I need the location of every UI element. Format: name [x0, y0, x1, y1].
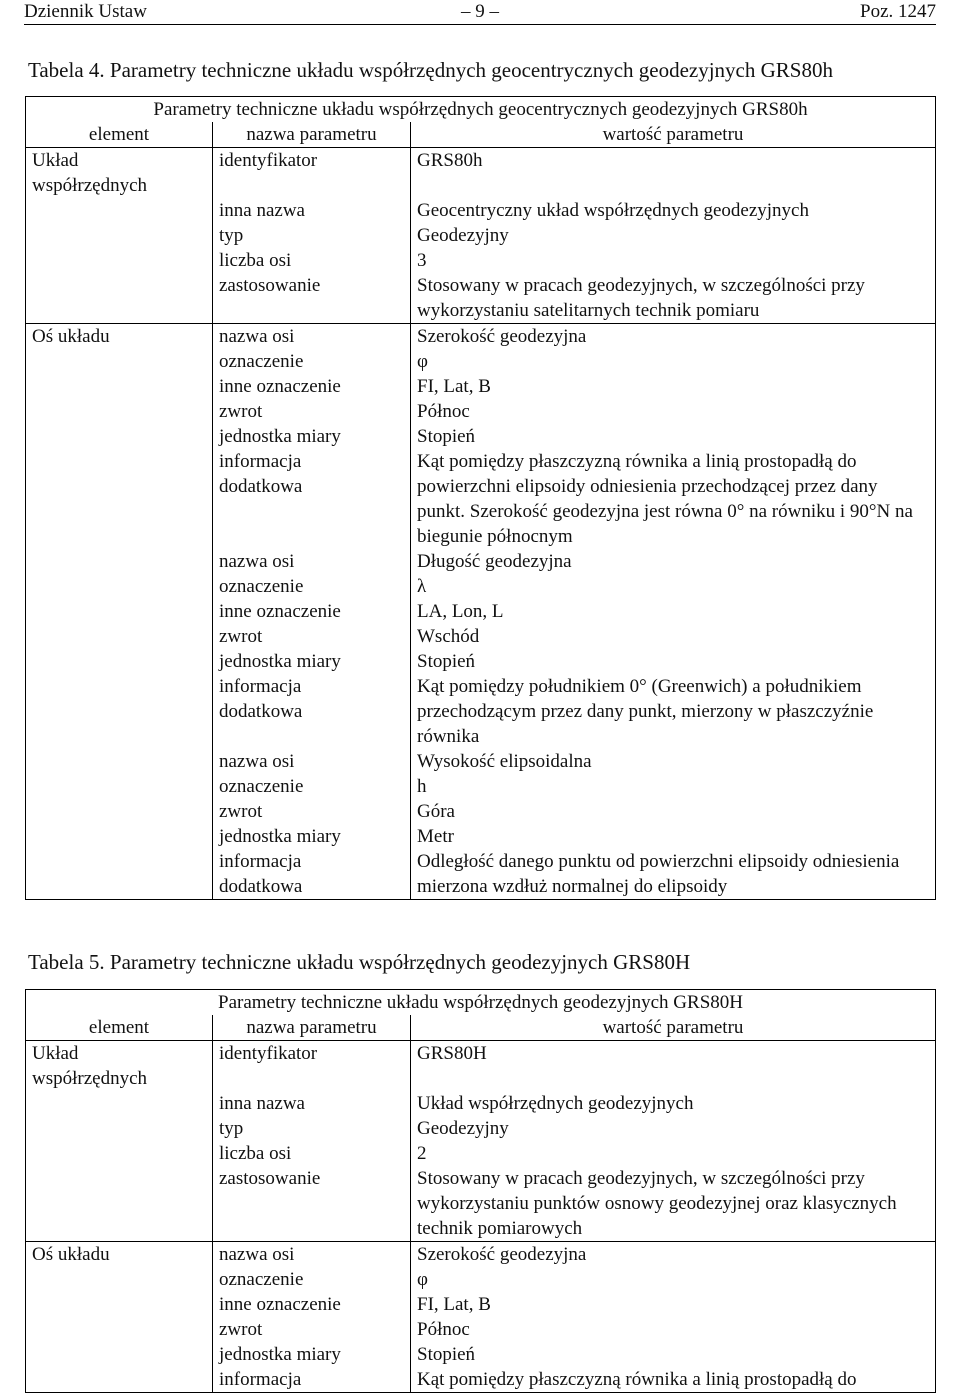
table-title: Parametry techniczne układu współrzędnych geocentrycznych geodezyjnych GRS80h: [26, 97, 936, 123]
journal-name: Dziennik Ustaw: [24, 1, 147, 22]
page-header: [24, 0, 936, 25]
value-cell: Szerokość geodezyjna: [411, 1242, 936, 1268]
param-cell: zwrot: [213, 624, 411, 649]
param-cell: oznaczenie: [213, 1267, 411, 1292]
value-cell: φ: [411, 1267, 936, 1292]
value-cell: φ: [411, 349, 936, 374]
param-cell: nazwa osi: [213, 324, 411, 350]
value-cell: Długość geodezyjna: [411, 549, 936, 574]
param-cell: zastosowanie: [213, 273, 411, 324]
value-cell: Stosowany w pracach geodezyjnych, w szczególności przy wykorzystaniu punktów osnowy geodezyjnej oraz klasycznych technik pomiarowych: [411, 1166, 936, 1242]
value-cell: Układ współrzędnych geodezyjnych: [411, 1091, 936, 1116]
page-number: – 9 –: [461, 1, 499, 22]
column-header-row: [26, 1015, 936, 1041]
param-cell: inne oznaczenie: [213, 599, 411, 624]
element-cell: Oś układu: [26, 1242, 213, 1393]
value-cell: h: [411, 774, 936, 799]
value-cell: Geodezyjny: [411, 1116, 936, 1141]
value-cell: FI, Lat, B: [411, 1292, 936, 1317]
column-header-param: nazwa parametru: [213, 1015, 411, 1041]
table-row: [26, 148, 936, 199]
value-cell: Kąt pomiędzy płaszczyzną równika a linią prostopadłą do powierzchni elipsoidy odniesienia przechodzącej przez dany punkt. Szerokość geodezyjna jest równa 0° na równiku i 90°N na biegunie północnym: [411, 449, 936, 549]
param-cell: identyfikator: [213, 1041, 411, 1092]
table5-caption: Tabela 5. Parametry techniczne układu współrzędnych geodezyjnych GRS80H: [28, 950, 691, 974]
param-cell: zastosowanie: [213, 1166, 411, 1242]
value-cell: Szerokość geodezyjna: [411, 324, 936, 350]
value-cell: GRS80H: [411, 1041, 936, 1092]
param-cell: zwrot: [213, 1317, 411, 1342]
table-row: [26, 1242, 936, 1268]
table4: [25, 96, 936, 900]
element-cell: Układ współrzędnych: [26, 1041, 213, 1242]
value-cell: Geodezyjny: [411, 223, 936, 248]
param-text: informacja dodatkowa: [219, 676, 303, 722]
param-cell: inna nazwa: [213, 198, 411, 223]
param-cell: [213, 449, 411, 549]
column-header-row: [26, 122, 936, 148]
param-cell: jednostka miary: [213, 424, 411, 449]
param-cell: oznaczenie: [213, 574, 411, 599]
value-cell: Północ: [411, 399, 936, 424]
table-title: Parametry techniczne układu współrzędnych geodezyjnych GRS80H: [26, 990, 936, 1016]
value-cell: Geocentryczny układ współrzędnych geodezyjnych: [411, 198, 936, 223]
value-cell: 3: [411, 248, 936, 273]
column-header-value: wartość parametru: [411, 1015, 936, 1041]
param-text: informacja dodatkowa: [219, 451, 303, 497]
param-cell: [213, 674, 411, 749]
param-cell: jednostka miary: [213, 649, 411, 674]
value-cell: Stopień: [411, 1342, 936, 1367]
param-cell: nazwa osi: [213, 1242, 411, 1268]
param-cell: zwrot: [213, 399, 411, 424]
value-cell: Kąt pomiędzy południkiem 0° (Greenwich) a południkiem przechodzącym przez dany punkt, mierzony w płaszczyźnie równika: [411, 674, 936, 749]
column-header-element: element: [26, 1015, 213, 1041]
param-text: informacja dodatkowa: [219, 851, 303, 897]
column-header-element: element: [26, 122, 213, 148]
column-header-param: nazwa parametru: [213, 122, 411, 148]
table-row: [26, 1041, 936, 1092]
table4-caption: Tabela 4. Parametry techniczne układu współrzędnych geocentrycznych geodezyjnych GRS80h: [28, 58, 833, 82]
column-header-value: wartość parametru: [411, 122, 936, 148]
value-cell: Stopień: [411, 424, 936, 449]
param-cell: zwrot: [213, 799, 411, 824]
value-cell: Północ: [411, 1317, 936, 1342]
param-cell: [213, 849, 411, 900]
table-title-row: [26, 97, 936, 123]
param-cell: liczba osi: [213, 1141, 411, 1166]
value-cell: Metr: [411, 824, 936, 849]
table-title-row: [26, 990, 936, 1016]
position-number: Poz. 1247: [860, 1, 936, 22]
param-cell: jednostka miary: [213, 1342, 411, 1367]
element-cell: Układ współrzędnych: [26, 148, 213, 324]
value-cell: Wysokość elipsoidalna: [411, 749, 936, 774]
param-cell: identyfikator: [213, 148, 411, 199]
value-cell: Stopień: [411, 649, 936, 674]
param-cell: liczba osi: [213, 248, 411, 273]
value-cell: Kąt pomiędzy płaszczyzną równika a linią prostopadłą do: [411, 1367, 936, 1393]
value-cell: Stosowany w pracach geodezyjnych, w szczególności przy wykorzystaniu satelitarnych technik pomiaru: [411, 273, 936, 324]
value-cell: GRS80h: [411, 148, 936, 199]
param-cell: oznaczenie: [213, 774, 411, 799]
value-cell: LA, Lon, L: [411, 599, 936, 624]
param-cell: nazwa osi: [213, 549, 411, 574]
value-cell: Odległość danego punktu od powierzchni elipsoidy odniesienia mierzona wzdłuż normalnej do elipsoidy: [411, 849, 936, 900]
param-cell: typ: [213, 1116, 411, 1141]
value-cell: Wschód: [411, 624, 936, 649]
value-cell: Góra: [411, 799, 936, 824]
param-cell: inne oznaczenie: [213, 1292, 411, 1317]
param-cell: typ: [213, 223, 411, 248]
value-cell: λ: [411, 574, 936, 599]
value-cell: 2: [411, 1141, 936, 1166]
param-cell: inne oznaczenie: [213, 374, 411, 399]
element-cell: Oś układu: [26, 324, 213, 900]
param-cell: nazwa osi: [213, 749, 411, 774]
table-row: [26, 324, 936, 350]
param-cell: inna nazwa: [213, 1091, 411, 1116]
table5: [25, 989, 936, 1393]
value-cell: FI, Lat, B: [411, 374, 936, 399]
param-cell: jednostka miary: [213, 824, 411, 849]
param-cell: informacja: [213, 1367, 411, 1393]
param-cell: oznaczenie: [213, 349, 411, 374]
